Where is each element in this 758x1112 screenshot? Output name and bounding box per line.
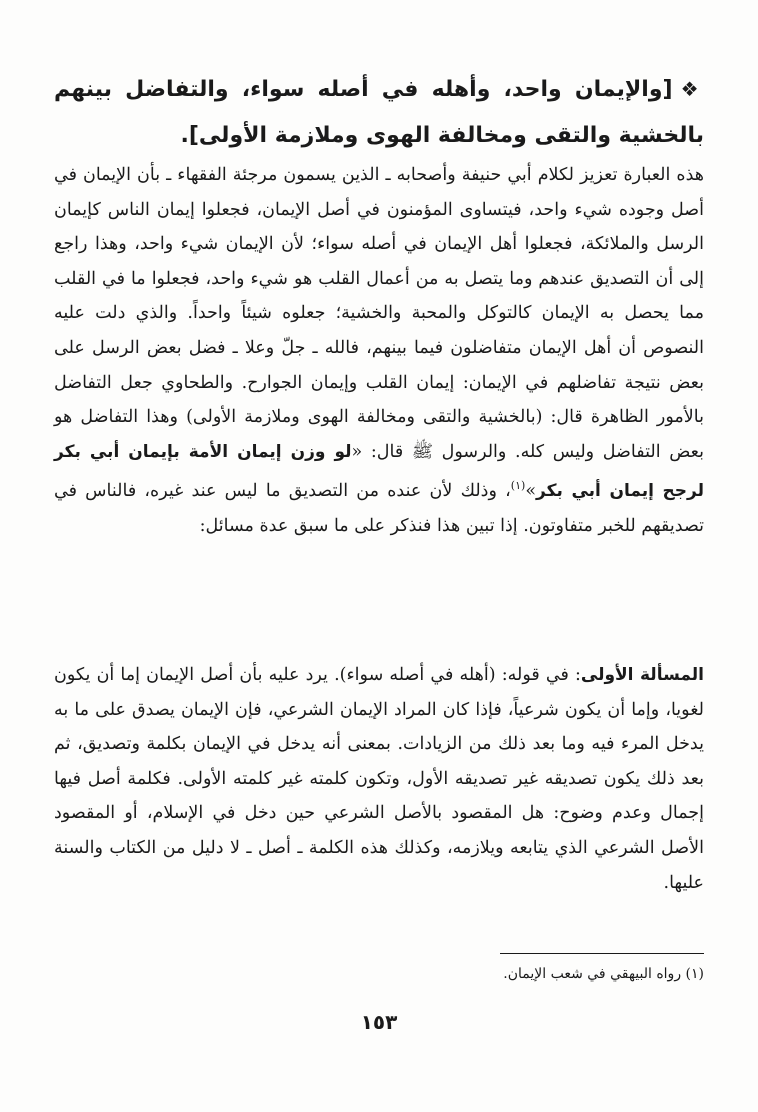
heading-text: [والإيمان واحد، وأهله في أصله سواء، والتفاضل بينهم بالخشية والتقى ومخالفة الهوى وملازمة الأولى]. xyxy=(54,77,704,148)
diamond-bullet-icon: ❖ xyxy=(680,77,704,101)
paragraph-1-rest: ، وذلك لأن عنده من التصديق ما ليس عند غيره، فالناس في تصديقهم للخبر متفاوتون. إذا تبين هذا فنذكر على ما سبق عدة مسائل: xyxy=(54,481,704,536)
paragraph-2-text: : في قوله: (أهله في أصله سواء). يرد عليه بأن أصل الإيمان إما أن يكون لغويا، وإما أن يكون شرعياً، فإذا كان المراد الإيمان الشرعي، فإن الإيمان يصدق على ما به يدخل المرء فيه وما بعد ذلك من الزيادات. بمعنى أنه يدخل في الإيمان بكلمة وتصديق، ثم بعد ذلك يكون تصديقه غير تصديقه الأول، وتكون كلمته غير كلمته الأولى. فكلمة أصل فيها إجمال وعدم وضوح: هل المقصود بالأصل الشرعي حين دخل في الإسلام، أو المقصود الأصل الشرعي الذي يتابعه ويلازمه، وكذلك هذه الكلمة ـ أصل ـ لا دليل من الكتاب والسنة عليها. xyxy=(54,665,704,893)
quote-close: » xyxy=(525,481,537,502)
footnote: (١) رواه البيهقي في شعب الإيمان. xyxy=(503,966,704,982)
footnote-divider xyxy=(500,953,704,954)
hadith-quote: لو وزن إيمان الأمة بإيمان أبي بكر لرجح إيمان أبي بكر xyxy=(54,441,704,502)
footnote-reference[interactable]: (١) xyxy=(510,479,526,493)
issue-label: المسألة الأولى xyxy=(580,665,704,685)
paragraph-2 xyxy=(54,658,704,900)
paragraph-1-intro: هذه العبارة تعزيز لكلام أبي حنيفة وأصحابه ـ الذين يسمون مرجئة الفقهاء ـ بأن الإيمان في أصل وجوده شيء واحد، فيتساوى المؤمنون في أصل الإيمان، فجعلوا إيمان الناس كإيمان الرسل والملائكة، فجعلوا أهل الإيمان في أصله سواء؛ لأن الإيمان شيء واحد، وهذا راجع إلى أن التصديق عندهم وما يتصل به من أعمال القلب هو شيء واحد، فجعلوا ما في القلب مما يحصل به الإيمان كالتوكل والمحبة والخشية؛ جعلوه شيئاً واحداً. والذي دلت عليه النصوص أن أهل الإيمان متفاضلون فيما بينهم، فالله ـ جلّ وعلا ـ فضل بعض الرسل على بعض نتيجة تفاضلهم في الإيمان: إيمان القلب وإيمان الجوارح. والطحاوي جعل التفاضل بالأمور الظاهرة قال: (بالخشية والتقى ومخالفة الهوى وملازمة الأولى) وهذا التفاضل هو بعض التفاضل وليس كله. والرسول ﷺ قال: « xyxy=(54,165,704,462)
paragraph-1 xyxy=(54,158,704,543)
section-heading xyxy=(54,66,704,159)
page-number: ١٥٣ xyxy=(360,1010,398,1034)
